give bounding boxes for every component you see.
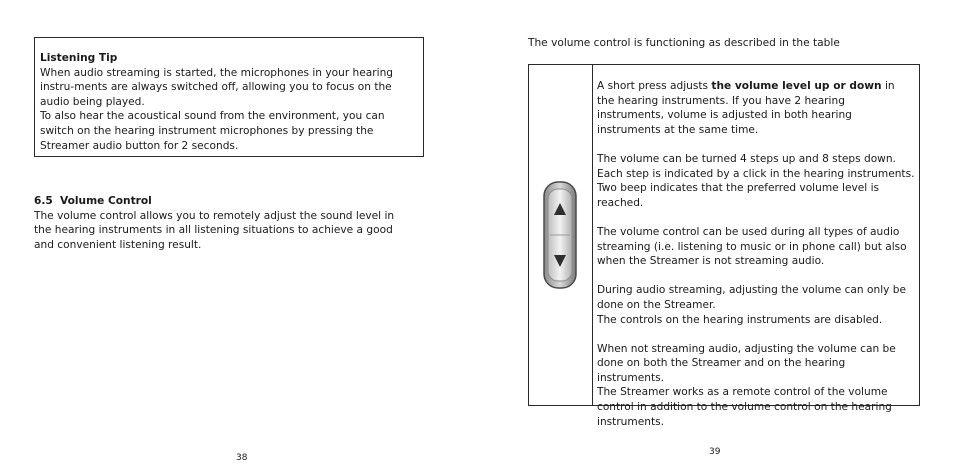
description-text: When not streaming audio, adjusting the volume can be done on both the Streamer and on the hearing instruments. [597, 342, 896, 384]
description-paragraph-4 [597, 283, 915, 327]
table-intro: The volume control is functioning as described in the table [528, 37, 840, 49]
listening-tip-paragraph-1: When audio streaming is started, the microphones in your hearing instru-ments are always switched off, allowing you to focus on the audio being played. [40, 66, 394, 108]
volume-control-section [34, 194, 414, 252]
section-body: The volume control allows you to remotely adjust the sound level in the hearing instruments in all listening situations to achieve a good and convenient listening result. [34, 209, 395, 251]
section-number: 6.5 [34, 195, 53, 207]
table-icon-cell [529, 65, 593, 405]
description-text: During audio streaming, adjusting the volume can only be done on the Streamer. [597, 284, 907, 311]
listening-tip-title: Listening Tip [40, 52, 118, 64]
table-description-cell [593, 65, 919, 428]
page-number-left: 38 [236, 453, 248, 463]
volume-control-table [528, 64, 920, 428]
description-paragraph-5 [597, 342, 915, 430]
description-paragraph-3: The volume control can be used during all types of audio streaming (i.e. listening to music or in phone call) but also when the Streamer is not streaming audio. [597, 225, 907, 268]
description-text: in the hearing instruments. If you have 2 hearing instruments, volume is adjusted in both hearing instruments at the same time. [597, 80, 895, 136]
description-text: The controls on the hearing instruments are disabled. [597, 313, 883, 326]
section-heading [34, 194, 414, 209]
description-text: Two beep indicates that the preferred volume level is reached. [597, 182, 880, 209]
description-emphasis: the volume level up or down [711, 80, 882, 92]
section-title: Volume Control [60, 195, 152, 207]
description-paragraph-1 [597, 79, 915, 137]
description-paragraph-2 [597, 152, 915, 210]
description-text: The Streamer works as a remote control of the volume control in addition to the volume control on the hearing instruments. [597, 386, 892, 428]
page-number-right: 39 [709, 447, 721, 457]
listening-tip-box [34, 37, 424, 157]
volume-rocker-icon [543, 181, 577, 289]
listening-tip-paragraph-2: To also hear the acoustical sound from the environment, you can switch on the hearing instrument microphones by pressing the Streamer audio button for 2 seconds. [40, 110, 385, 152]
description-text: A short press adjusts [597, 80, 712, 92]
description-text: The volume can be turned 4 steps up and 8 steps down. Each step is indicated by a click in the hearing instruments. [597, 152, 915, 180]
